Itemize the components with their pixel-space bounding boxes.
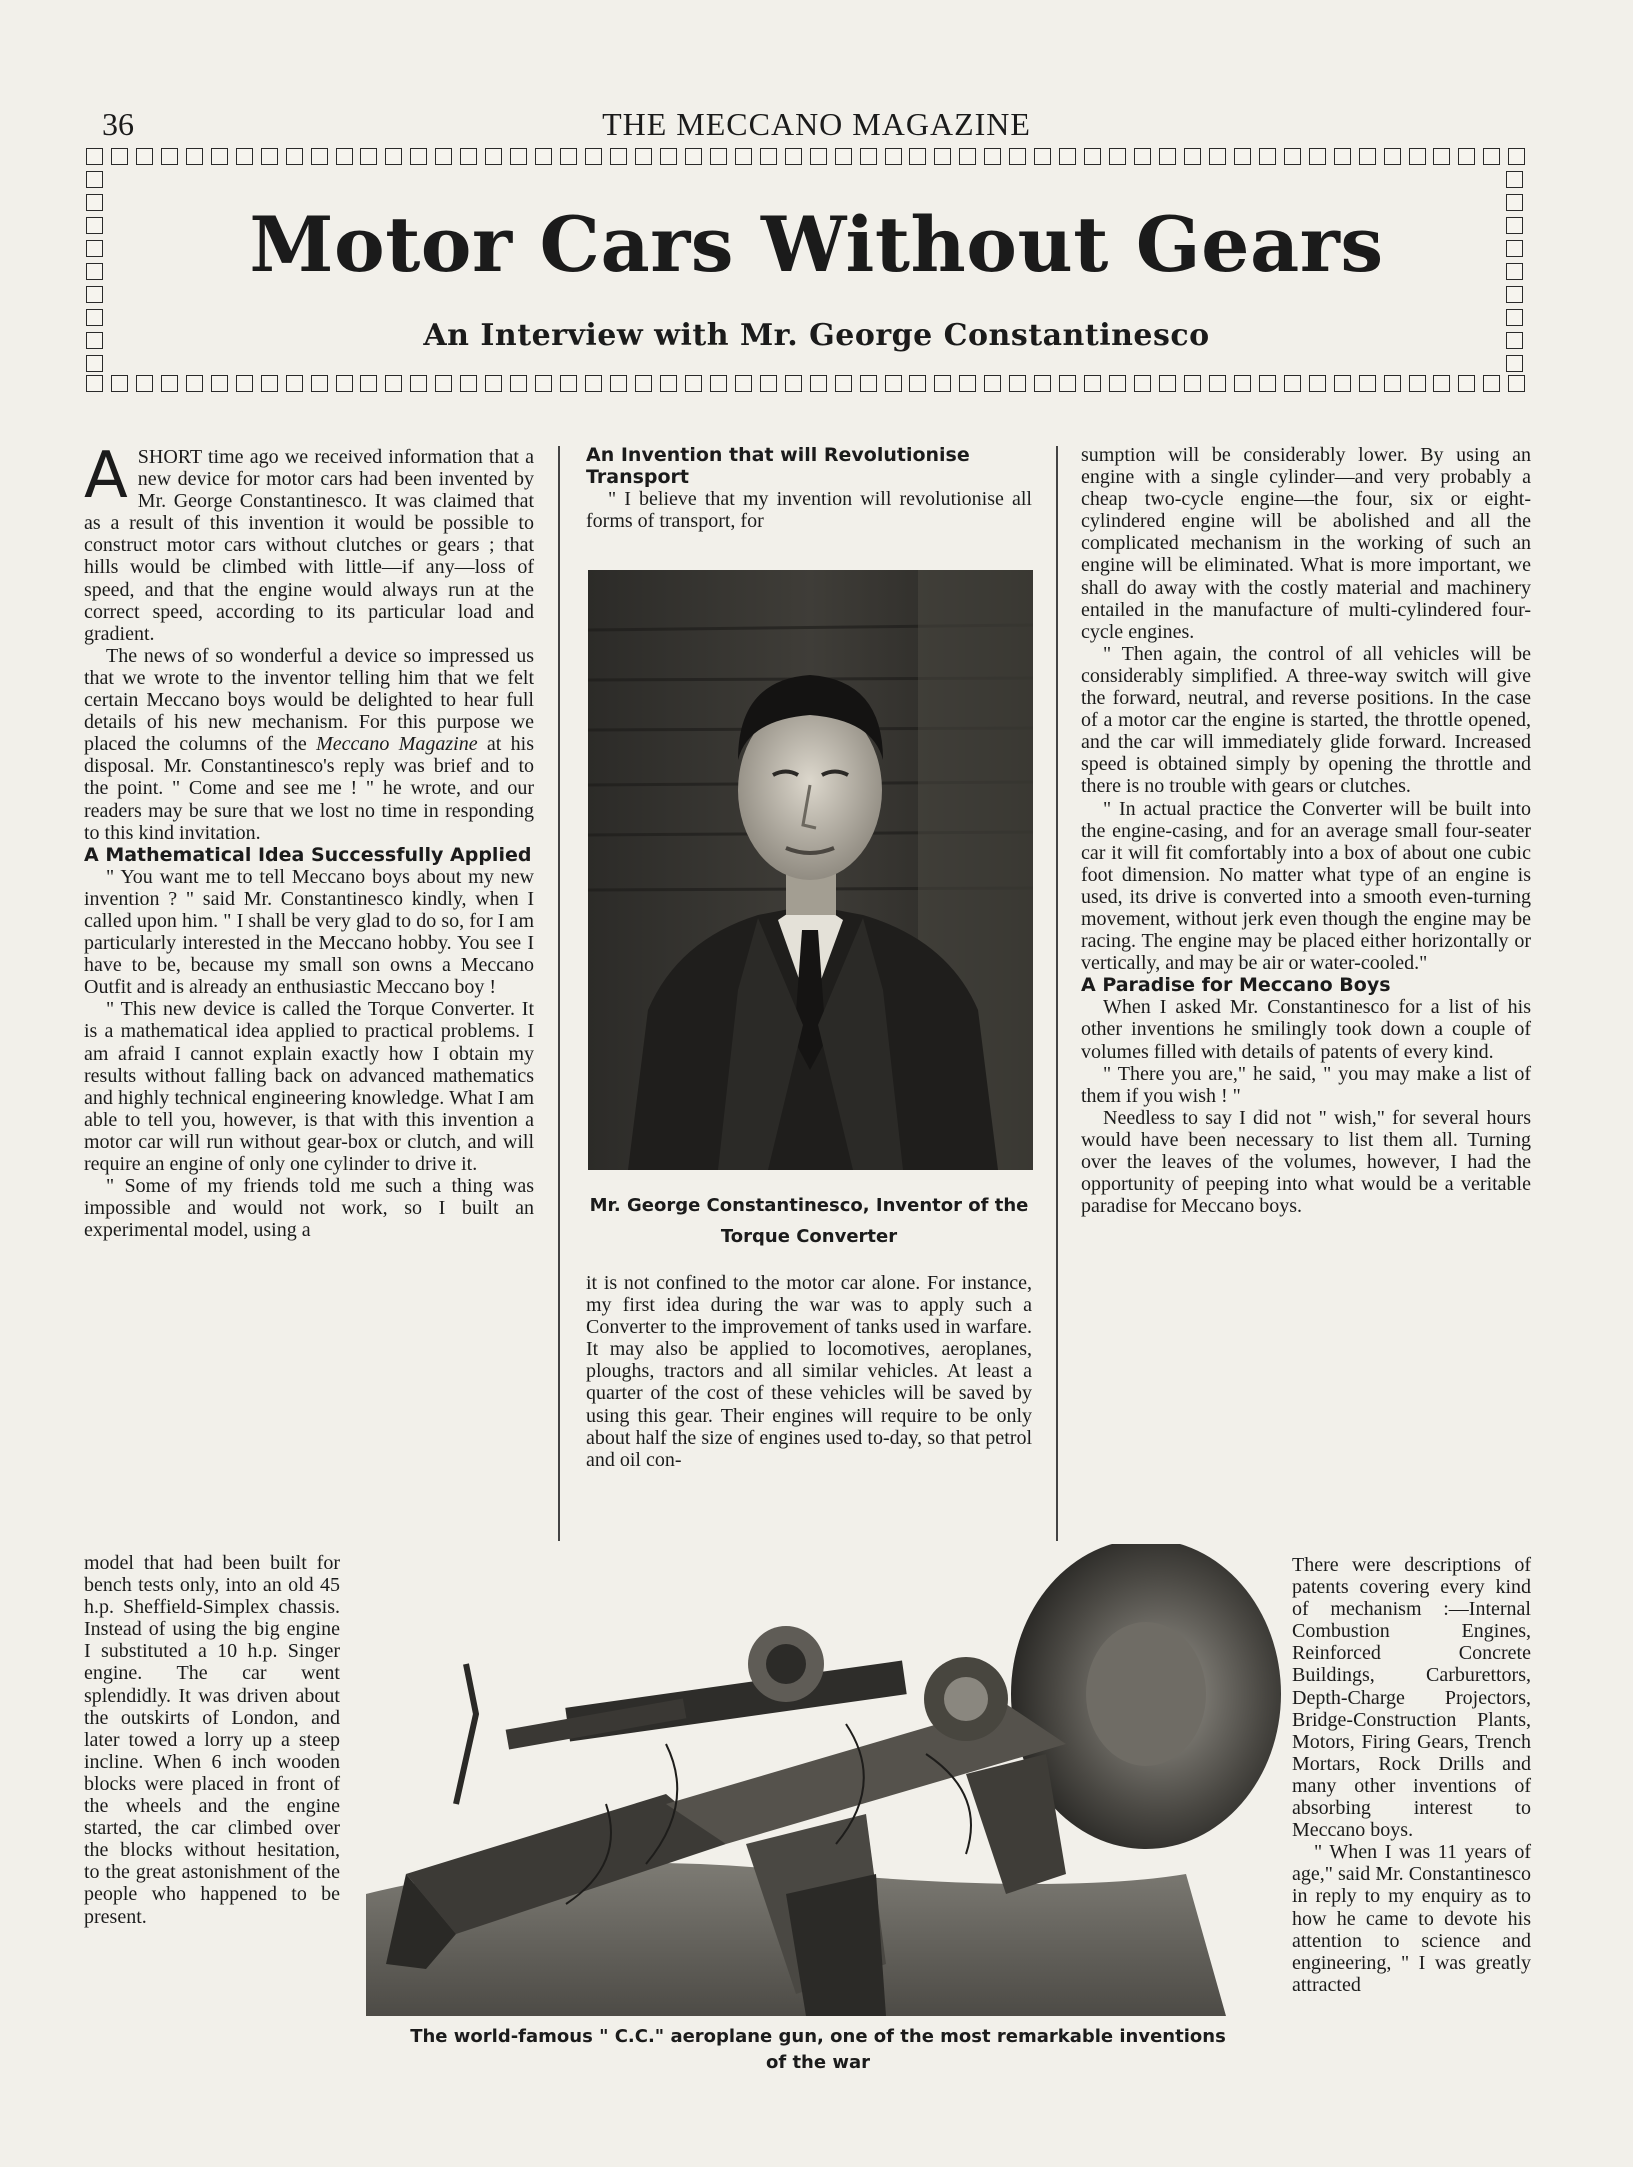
border-square (909, 148, 926, 165)
border-square (735, 148, 752, 165)
border-square (1084, 375, 1101, 392)
paragraph: it is not confined to the motor car alone. For instance, my first idea during the war was to apply such a Converter to the improvement of tanks used in warfare. It may also be applied to locomotives, aeroplanes, ploughs, tractors and all similar vehicles. At least a quarter of the cost of these vehicles will be saved by using this gear. Their engines will require to be only about half the size of engines used to-day, so that petrol and oil con- (586, 1272, 1032, 1471)
border-square (161, 148, 178, 165)
paragraph: " In actual practice the Converter will be built into the engine-casing, and for an average small four-seater car it will fit comfortably into a box of about one cubic foot dimension. No matter what type of an engine is used, its drive is converted into a smooth even-turning movement, without jerk even though the engine may be racing. The engine may be placed either horizontally or vertically, and may be air or water-cooled." (1081, 797, 1531, 975)
border-square (1334, 375, 1351, 392)
border-square (485, 375, 502, 392)
border-square (86, 375, 103, 392)
border-square (86, 355, 103, 372)
border-square (835, 375, 852, 392)
article-subtitle: An Interview with Mr. George Constantinesco (423, 318, 1210, 353)
article-title: Motor Cars Without Gears (249, 200, 1384, 289)
border-square (1506, 171, 1523, 188)
border-square (685, 148, 702, 165)
column-3-wrap (1292, 1554, 1531, 1996)
border-square (236, 148, 253, 165)
border-square (460, 375, 477, 392)
page-number: 36 (102, 106, 134, 142)
border-square (934, 148, 951, 165)
border-square (1109, 375, 1126, 392)
paragraph: " When I was 11 years of age," said Mr. Constantinesco in reply to my enquiry as to how he came to devote his attention to science and engineering, " I was greatly attracted (1292, 1841, 1531, 1996)
border-square (1034, 148, 1051, 165)
border-square (1209, 148, 1226, 165)
border-square (410, 148, 427, 165)
border-square (710, 148, 727, 165)
running-title: THE MECCANO MAGAZINE (602, 106, 1031, 142)
border-square (560, 148, 577, 165)
border-square (1134, 148, 1151, 165)
border-square (560, 375, 577, 392)
border-square (1059, 148, 1076, 165)
paragraph: " Then again, the control of all vehicles will be considerably simplified. A three-way switch will give the forward, neutral, and reverse positions. In the case of a motor car the engine is started, the throttle opened, and the car will immediately glide forward. Increased speed is obtained simply by opening the throttle and there is no trouble with gears or clutches. (1081, 642, 1531, 798)
border-square (336, 148, 353, 165)
border-square (1359, 148, 1376, 165)
border-square (186, 148, 203, 165)
border-square (286, 148, 303, 165)
paragraph: " Some of my friends told me such a thing was impossible and would not work, so I built an experimental model, using a (84, 1175, 534, 1242)
border-square (1159, 148, 1176, 165)
paragraph: The news of so wonderful a device so impressed us that we wrote to the inventor telling him that we felt certain Meccano boys would be delighted to hear full details of his new mechanism. For this purpose we placed the columns of the Meccano Magazine at his disposal. Mr. Constantinesco's reply was brief and to the point. " Come and see me ! " he wrote, and our readers may be sure that we lost no time in responding to this kind invitation. (84, 644, 535, 844)
border-square (435, 148, 452, 165)
paragraph: There were descriptions of patents covering every kind of mechanism :—Internal Combustion Engines, Reinforced Concrete Buildings, Carburettors, Depth-Charge Projectors, Bridge-Construction Plants, Motors, Firing Gears, Trench Mortars, Rock Drills and many other inventions of absorbing interest to Meccano boys. (1292, 1554, 1531, 1842)
border-square (1259, 375, 1276, 392)
paragraph: " I believe that my invention will revolutionise all forms of transport, for (586, 488, 1032, 533)
border-square (1508, 148, 1525, 165)
border-square (136, 148, 153, 165)
paragraph: " There you are," he said, " you may make a list of them if you wish ! " (1081, 1062, 1531, 1107)
border-square (186, 375, 203, 392)
border-square (1084, 148, 1101, 165)
border-square (360, 375, 377, 392)
section-heading: A Mathematical Idea Successfully Applied (84, 843, 532, 866)
border-square (810, 375, 827, 392)
border-square (286, 375, 303, 392)
border-square (909, 375, 926, 392)
border-square (1384, 148, 1401, 165)
border-square (535, 148, 552, 165)
border-square (460, 148, 477, 165)
aeroplane-gun-photo (366, 1544, 1282, 2016)
border-square (860, 148, 877, 165)
border-square (211, 375, 228, 392)
border-square (760, 375, 777, 392)
column-1-wrap (84, 1552, 340, 1928)
photo-caption: Mr. George Constantinesco, Inventor of the Torque Converter (589, 1195, 1029, 1247)
border-square (885, 148, 902, 165)
border-square (1209, 375, 1226, 392)
border-square (1409, 148, 1426, 165)
border-square (635, 375, 652, 392)
border-square (1259, 148, 1276, 165)
border-square (1284, 375, 1301, 392)
border-square (1433, 148, 1450, 165)
border-square (1506, 355, 1523, 372)
column-3 (1081, 444, 1531, 1217)
border-square (1409, 375, 1426, 392)
paragraph: " This new device is called the Torque Converter. It is a mathematical idea applied to practical problems. I am afraid I cannot explain exactly how I obtain my results without falling back on advanced mathematics and highly technical engineering knowledge. What I am able to tell you, however, is that with this invention a motor car will run without gear-box or clutch, and will require an engine of only one cylinder to drive it. (84, 998, 534, 1175)
border-square (1458, 375, 1475, 392)
border-square (1059, 375, 1076, 392)
border-square (585, 375, 602, 392)
border-square (959, 375, 976, 392)
column-rule (558, 446, 560, 1541)
border-square (435, 375, 452, 392)
border-square (86, 171, 103, 188)
border-square (835, 148, 852, 165)
border-square (1234, 375, 1251, 392)
border-square (760, 148, 777, 165)
border-square (810, 148, 827, 165)
border-square (1034, 375, 1051, 392)
section-heading: An Invention that will Revolutionise Transport (586, 444, 970, 489)
border-square (385, 375, 402, 392)
border-square (311, 375, 328, 392)
border-square (610, 148, 627, 165)
gun-caption: The world-famous " C.C." aeroplane gun, one of the most remarkable inventions of the war (410, 2026, 1226, 2073)
border-square (1334, 148, 1351, 165)
border-square (1384, 375, 1401, 392)
border-square (1483, 375, 1500, 392)
border-square (410, 375, 427, 392)
portrait-photo (588, 570, 1033, 1170)
column-1 (84, 439, 535, 1242)
paragraph: When I asked Mr. Constantinesco for a list of his other inventions he smilingly took down a couple of volumes filled with details of patents of every kind. (1081, 996, 1531, 1063)
border-square (585, 148, 602, 165)
border-square (1508, 375, 1525, 392)
border-square (635, 148, 652, 165)
border-square (984, 375, 1001, 392)
border-square (535, 375, 552, 392)
border-square (885, 375, 902, 392)
border-square (86, 148, 103, 165)
border-square (1309, 375, 1326, 392)
border-square (485, 148, 502, 165)
column-2 (586, 444, 1032, 532)
border-square (510, 148, 527, 165)
column-2-lower (586, 1272, 1032, 1471)
border-square (1009, 375, 1026, 392)
border-square (1483, 148, 1500, 165)
column-rule (1056, 446, 1058, 1541)
border-square (860, 375, 877, 392)
border-square (236, 375, 253, 392)
border-square (211, 148, 228, 165)
paragraph: " You want me to tell Meccano boys about my new invention ? " said Mr. Constantinesco kindly, when I called upon him. " I shall be very glad to do so, for I am particularly interested in the Meccano hobby. You see I have to be, because my small son owns a Meccano Outfit and is already an enthusiastic Meccano boy ! (84, 865, 534, 999)
border-square (685, 375, 702, 392)
border-square (1184, 148, 1201, 165)
border-square (261, 375, 278, 392)
border-square (360, 148, 377, 165)
border-square (710, 375, 727, 392)
border-square (1284, 148, 1301, 165)
border-square (610, 375, 627, 392)
border-square (261, 148, 278, 165)
paragraph: sumption will be considerably lower. By using an engine with a single cylinder—and very probably a cheap two-cycle engine—the four, six or eight-cylindered engine will be abolished and all the complicated mechanism in the working of such an engine will be eliminated. What is more important, we shall do away with the costly material and machinery entailed in the manufacture of multi-cylindered four-cycle engines. (1081, 444, 1531, 643)
border-square (785, 148, 802, 165)
border-square (111, 148, 128, 165)
border-square (1134, 375, 1151, 392)
border-square (1184, 375, 1201, 392)
border-square (785, 375, 802, 392)
paragraph: Needless to say I did not " wish," for several hours would have been necessary to list them all. Turning over the leaves of the volumes, however, I had the opportunity of peeping into what would be a veritable paradise for Meccano boys. (1081, 1106, 1531, 1218)
border-square (161, 375, 178, 392)
border-square (660, 375, 677, 392)
border-square (984, 148, 1001, 165)
border-square (735, 375, 752, 392)
border-square (1159, 375, 1176, 392)
border-square (336, 375, 353, 392)
border-square (959, 148, 976, 165)
border-square (1234, 148, 1251, 165)
border-square (385, 148, 402, 165)
border-square (1009, 148, 1026, 165)
paragraph: ASHORT time ago we received information that a new device for motor cars had been invented by Mr. George Constantinesco. It was claimed that as a result of this invention it would be possible to construct motor cars without clutches or gears ; that hills would be climbed with little—if any—loss of speed, and that the engine would always run at the correct speed, according to its particular load and gradient. (84, 439, 534, 645)
border-square (136, 375, 153, 392)
paragraph: model that had been built for bench tests only, into an old 45 h.p. Sheffield-Simplex chassis. Instead of using the big engine I substituted a 10 h.p. Singer engine. The car went splendidly. It was driven about the outskirts of London, and later towed a lorry up a steep incline. When 6 inch wooden blocks were placed in front of the wheels and the engine started, the car climbed over the blocks without hesitation, to the great astonishment of the people who happened to be present. (84, 1552, 340, 1928)
border-square (111, 375, 128, 392)
border-square (1359, 375, 1376, 392)
border-square (1433, 375, 1450, 392)
border-square (934, 375, 951, 392)
border-square (510, 375, 527, 392)
border-square (1109, 148, 1126, 165)
section-heading: A Paradise for Meccano Boys (1081, 974, 1391, 997)
border-square (1458, 148, 1475, 165)
drop-cap: A (84, 439, 128, 513)
border-square (660, 148, 677, 165)
border-square (311, 148, 328, 165)
border-square (1309, 148, 1326, 165)
